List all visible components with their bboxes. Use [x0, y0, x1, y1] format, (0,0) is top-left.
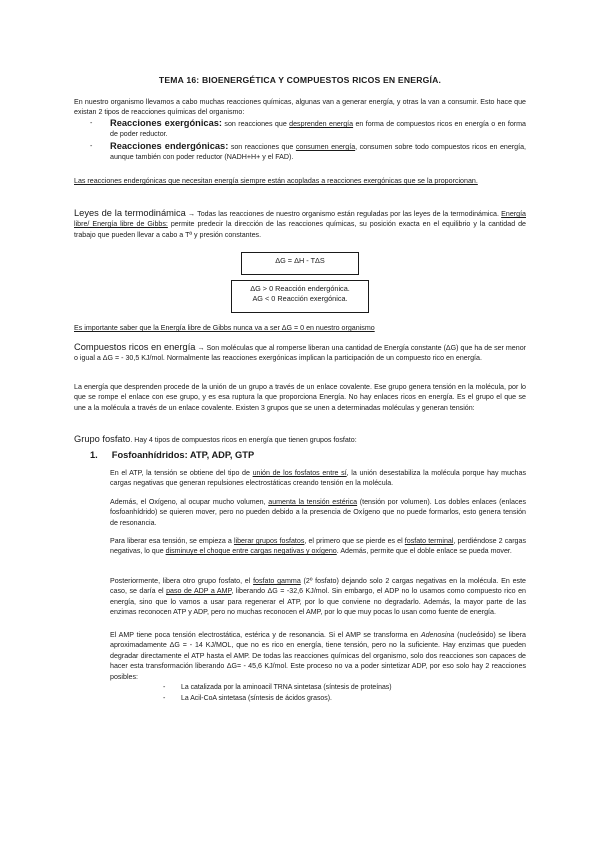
fosfo-paragraph-3: Para liberar esa tensión, se empieza a liberar grupos fosfatos, el primero que se pierde es el fosfato terminal, perdiéndose 2 cargas negativas, lo que disminuye el choque entre cargas negativas y oxígeno. Además, permite que el doble enlace se pueda mover.: [110, 537, 526, 556]
fosfo-paragraph-4: Posteriormente, libera otro grupo fosfato, el fosfato gamma (2º fosfato) dejando solo 2 cargas negativas en la molécula. En este caso, se daría el paso de ADP a AMP, liberando ΔG = -32,6 KJ/mol. Sin embargo, el ADP no lo usamos como compuesto rico en energía, sino que lo vamos a usar para regenerar el ATP, por lo que conviene no degradarlo. Además, la mayor parte de las enzimas reconocen ATP y ADP, pero no muchas reconocen el AMP, por lo que muy pocas lo usan como fuente de energía.: [110, 577, 526, 617]
fosfo-heading-line: 1. Fosfoanhídridos: ATP, ADP, GTP: [90, 450, 255, 460]
sub-bullet-2: La Acil-CoA sintetasa (síntesis de ácidos grasos).: [181, 695, 332, 702]
grupo-heading: Grupo fosfato: [74, 434, 131, 444]
gibbs-formula-box: [241, 252, 359, 275]
sub-bullet-1: La catalizada por la aminoacil TRNA sintetasa (síntesis de proteínas): [181, 684, 392, 691]
bullet-dash: -: [90, 119, 93, 127]
compuestos-heading: Compuestos ricos en energía: [74, 342, 196, 352]
fosfo-paragraph-1: En el ATP, la tensión se obtiene del tipo de unión de los fosfatos entre sí, la unión desestabiliza la molécula porque hay muchas cargas negativas que generan repulsiones electrostáticas creando tensión en la molécula.: [110, 469, 526, 488]
sub-bullet-dash: -: [163, 694, 166, 702]
fosfo-paragraph-5: El AMP tiene poca tensión electrostática, estérica y de resonancia. Si el AMP se transforma en Adenosina (nucleósido) se libera aproximadamente ΔG = - 14 KJ/MOL, que no es rico en energía, tiene tensión, pero no la suficiente. Hay enzimas que pueden degradar directamente el ATP hasta el AMP. De todas las reacciones químicas del organismo, solo dos reacciones son capaces de hacer esta transformación liberando ΔG= - 45,6 KJ/mol. Este proceso no va a poder sintetizar ADP, por eso solo hay 2 reacciones posibles:: [110, 631, 526, 681]
condition-exergonic: AG < 0 Reacción exergónica.: [252, 294, 348, 304]
bullet-exergonic: Reacciones exergónicas: son reacciones que desprenden energía en forma de compuestos ricos en energía o en forma de poder reductor.: [110, 118, 526, 139]
important-note: Es importante saber que la Energía libre de Gibbs nunca va a ser ΔG = 0 en nuestro organismo: [74, 324, 375, 332]
gibbs-formula: ΔG = ΔH - TΔS: [275, 256, 325, 265]
conditions-box: [231, 280, 369, 313]
sub-bullet-dash: -: [163, 683, 166, 691]
fosfo-paragraph-2: Además, el Oxígeno, al ocupar mucho volumen, aumenta la tensión estérica (tensión por volumen). Los dobles enlaces (enlaces fosfoanhídrido) se quieren mover, pero no pueden debido a la presencia de Oxígeno que no puede formarlos, esto genera tensión de resonancia.: [110, 498, 526, 527]
fosfo-heading: Fosfoanhídridos: ATP, ADP, GTP: [111, 450, 255, 460]
coupling-note: Las reacciones endergónicas que necesitan energía siempre están acopladas a reacciones exergónicas que se la proporcionan.: [74, 177, 478, 185]
intro-paragraph: En nuestro organismo llevamos a cabo muchas reacciones químicas, algunas van a generar energía, y otras la van a consumir. Esto hace que existan 2 tipos de reacciones químicas del organismo:: [74, 98, 526, 117]
bullet-endergonic: Reacciones endergónicas: son reacciones que consumen energía, consumen sobre todo compuestos ricos en energía, aunque también con poder reductor (NADH+H+ y el FAD).: [110, 141, 526, 162]
page-title: TEMA 16: BIOENERGÉTICA Y COMPUESTOS RICOS EN ENERGÍA.: [158, 75, 442, 85]
leyes-heading: Leyes de la termodinámica: [74, 208, 186, 218]
leyes-paragraph: Leyes de la termodinámica → Todas las reacciones de nuestro organismo están reguladas por las leyes de la termodinámica. Energía libre/ Energía libre de Gibbs: permite predecir la dirección de las reacciones químicas, su posición exacta en el equilibrio y la cantidad de trabajo que pueden llevar a cabo a Tª y presión constantes.: [74, 208, 526, 239]
compuestos-paragraph: Compuestos ricos en energía → Son moléculas que al romperse liberan una cantidad de Energía constante (ΔG) que ha de ser menor o igual a ΔG = - 30,5 KJ/mol. Normalmente las reacciones exergónicas implican la participación de un compuesto rico en energía.: [74, 342, 527, 363]
grupo-fosfato-line: Grupo fosfato. Hay 4 tipos de compuestos ricos en energía que tienen grupos fosfato:: [74, 434, 357, 444]
energy-paragraph: La energía que desprenden procede de la unión de un grupo a través de un enlace covalente. Ese grupo genera tensión en la molécula, por lo que se rompe el enlace con ese grupo, y es esa ruptura la que proporciona Energía. No hay enlaces ricos en energía. Es el grupo el que se une a la molécula a través de un enlace covalente. Existen 3 grupos que se unen a determinadas moléculas y generan tensión:: [74, 383, 526, 412]
condition-endergonic: ΔG > 0 Reacción endergónica.: [250, 284, 350, 293]
bullet-dash: -: [90, 142, 93, 150]
